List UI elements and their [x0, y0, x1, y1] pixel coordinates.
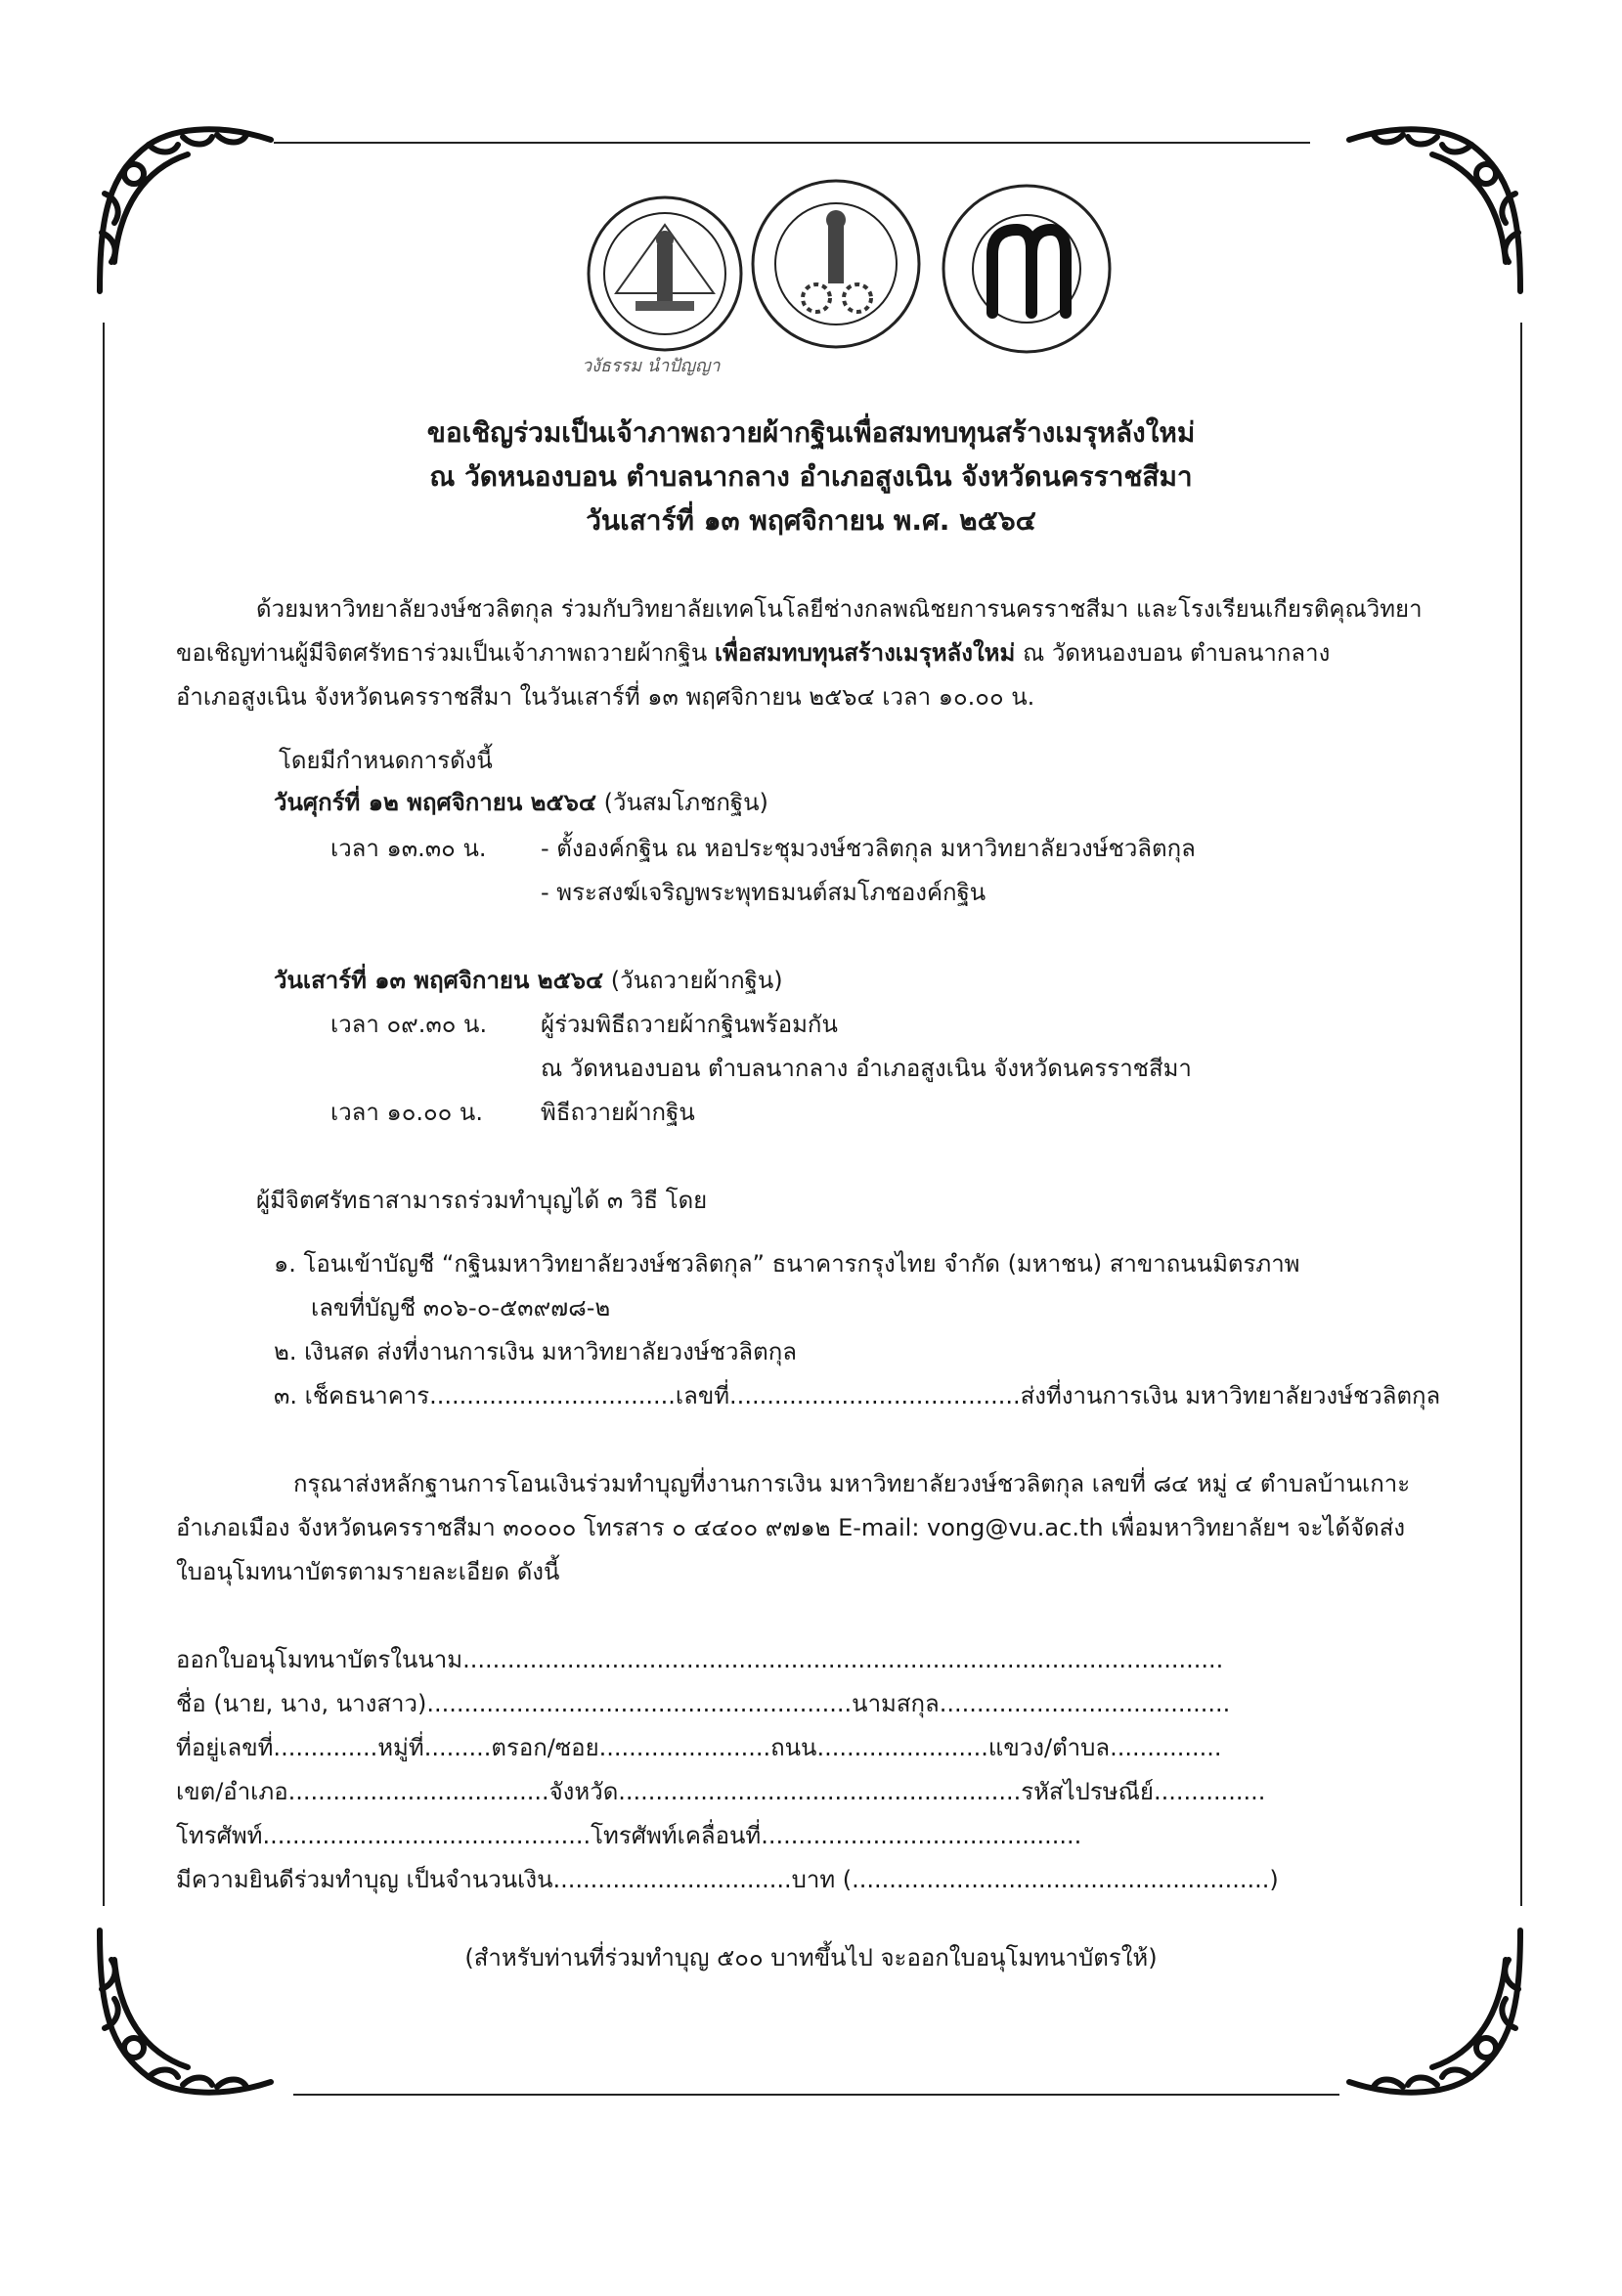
form-receipt-name-field[interactable]: ออกใบอนุโมทนาบัตรในนาม...................................................................................................... [176, 1646, 1224, 1673]
day1-item-2: - พระสงฆ์เจริญพระพุทธมนต์สมโภชองค์กฐิน [541, 879, 986, 906]
frame-top-line [274, 142, 1310, 144]
day2-title: วันเสาร์ที่ ๑๓ พฤศจิกายน ๒๕๖๔ [274, 967, 604, 994]
day2-item-1b: ณ วัดหนองบอน ตำบลนากลาง อำเภอสูงเนิน จังหวัดนครราชสีมา [541, 1055, 1192, 1082]
day2-time-1: เวลา ๐๙.๓๐ น. [330, 1011, 488, 1038]
donation-method-1: ๑. โอนเข้าบัญชี “กฐินมหาวิทยาลัยวงษ์ชวลิตกุล” ธนาคารกรุงไทย จำกัด (มหาชน) สาขาถนนมิตรภาพ [274, 1250, 1300, 1278]
frame-bottom-line [293, 2094, 1339, 2096]
intro-line-1: ด้วยมหาวิทยาลัยวงษ์ชวลิตกุล ร่วมกับวิทยาลัยเทคโนโลยีช่างกลพณิชยการนครราชสีมา และโรงเรียนเกียรติคุณวิทยา [256, 595, 1423, 623]
day2-item-2: พิธีถวายผ้ากฐิน [541, 1099, 695, 1126]
day2-time-2: เวลา ๑๐.๐๐ น. [330, 1099, 483, 1126]
day2-item-1: ผู้ร่วมพิธีถวายผ้ากฐินพร้อมกัน [541, 1011, 838, 1038]
university-seal-logo [577, 186, 753, 371]
intro-line-2-part-c: ณ วัดหนองบอน ตำบลนากลาง [1022, 639, 1331, 667]
day1-subtitle: (วันสมโภชกฐิน) [603, 789, 768, 816]
day1-time: เวลา ๑๓.๓๐ น. [330, 835, 487, 862]
intro-line-2-part-b: เพื่อสมทบทุนสร้างเมรุหลังใหม่ [714, 639, 1016, 667]
note-line-1: กรุณาส่งหลักฐานการโอนเงินร่วมทำบุญที่งานการเงิน มหาวิทยาลัยวงษ์ชวลิตกุล เลขที่ ๘๔ หมู่ ๔ ตำบลบ้านเกาะ [293, 1470, 1411, 1497]
frame-right-line [1520, 323, 1522, 1906]
form-name-field[interactable]: ชื่อ (นาย, นาง, นางสาว).........................................................นามสกุล....................................... [176, 1690, 1231, 1717]
donation-heading: ผู้มีจิตศรัทธาสามารถร่วมทำบุญได้ ๓ วิธี โดย [256, 1187, 708, 1214]
corner-ornament-top-left-icon [90, 115, 276, 301]
day1-title: วันศุกร์ที่ ๑๒ พฤศจิกายน ๒๕๖๔ [274, 789, 596, 816]
form-address-field[interactable]: ที่อยู่เลขที่..............หมู่ที่.........ตรอก/ซอย.......................ถนน.......................แขวง/ตำบล............... [176, 1734, 1222, 1761]
footer-note: (สำหรับท่านที่ร่วมทำบุญ ๕๐๐ บาทขึ้นไป จะออกใบอนุโมทนาบัตรให้) [464, 1944, 1158, 1971]
note-line-2: อำเภอเมือง จังหวัดนครราชสีมา ๓๐๐๐๐ โทรสาร ๐ ๔๔๐๐ ๙๗๑๒ E-mail: vong@vu.ac.th เพื่อมหาวิทยาลัยฯ จะได้จัดส่ง [176, 1514, 1406, 1541]
note-line-3: ใบอนุโมทนาบัตรตามรายละเอียด ดังนี้ [176, 1558, 560, 1585]
title-line-3: วันเสาร์ที่ ๑๓ พฤศจิกายน พ.ศ. ๒๕๖๔ [586, 504, 1036, 537]
donation-method-1-account: เลขที่บัญชี ๓๐๖-๐-๕๓๙๗๘-๒ [311, 1294, 611, 1321]
title-line-2: ณ วัดหนองบอน ตำบลนากลาง อำเภอสูงเนิน จังหวัดนครราชสีมา [429, 460, 1193, 493]
day1-item-1: - ตั้งองค์กฐิน ณ หอประชุมวงษ์ชวลิตกุล มหาวิทยาลัยวงษ์ชวลิตกุล [541, 835, 1196, 862]
day2-heading [274, 966, 783, 995]
school-seal-logo [939, 176, 1115, 362]
form-amount-field[interactable]: มีความยินดีร่วมทำบุญ เป็นจำนวนเงิน................................บาท (........................................................) [176, 1866, 1279, 1893]
schedule-heading: โดยมีกำหนดการดังนี้ [279, 747, 493, 774]
title-line-1: ขอเชิญร่วมเป็นเจ้าภาพถวายผ้ากฐินเพื่อสมทบทุนสร้างเมรุหลังใหม่ [426, 416, 1196, 449]
technical-college-seal-logo [748, 171, 924, 357]
form-district-field[interactable]: เขต/อำเภอ...................................จังหวัด......................................................รหัสไปรษณีย์............... [176, 1778, 1266, 1805]
frame-left-line [103, 323, 105, 1906]
form-phone-field[interactable]: โทรศัพท์............................................โทรศัพท์เคลื่อนที่........................................... [176, 1822, 1082, 1849]
donation-method-2: ๒. เงินสด ส่งที่งานการเงิน มหาวิทยาลัยวงษ์ชวลิตกุล [274, 1338, 797, 1365]
intro-line-2 [176, 638, 1330, 668]
intro-line-3: อำเภอสูงเนิน จังหวัดนครราชสีมา ในวันเสาร์ที่ ๑๓ พฤศจิกายน ๒๕๖๔ เวลา ๑๐.๐๐ น. [176, 683, 1035, 711]
corner-ornament-top-right-icon [1344, 115, 1530, 301]
day2-subtitle: (วันถวายผ้ากฐิน) [610, 967, 783, 994]
intro-line-2-part-a: ขอเชิญท่านผู้มีจิตศรัทธาร่วมเป็นเจ้าภาพถวายผ้ากฐิน [176, 639, 708, 667]
university-seal-caption: วงัธรรม นำปัญญา [582, 356, 721, 376]
day1-heading [274, 788, 768, 817]
donation-method-3: ๓. เช็คธนาคาร.................................เลขที่.......................................ส่งที่งานการเงิน มหาวิทยาลัยวงษ์ชวลิตกุล [274, 1382, 1441, 1409]
